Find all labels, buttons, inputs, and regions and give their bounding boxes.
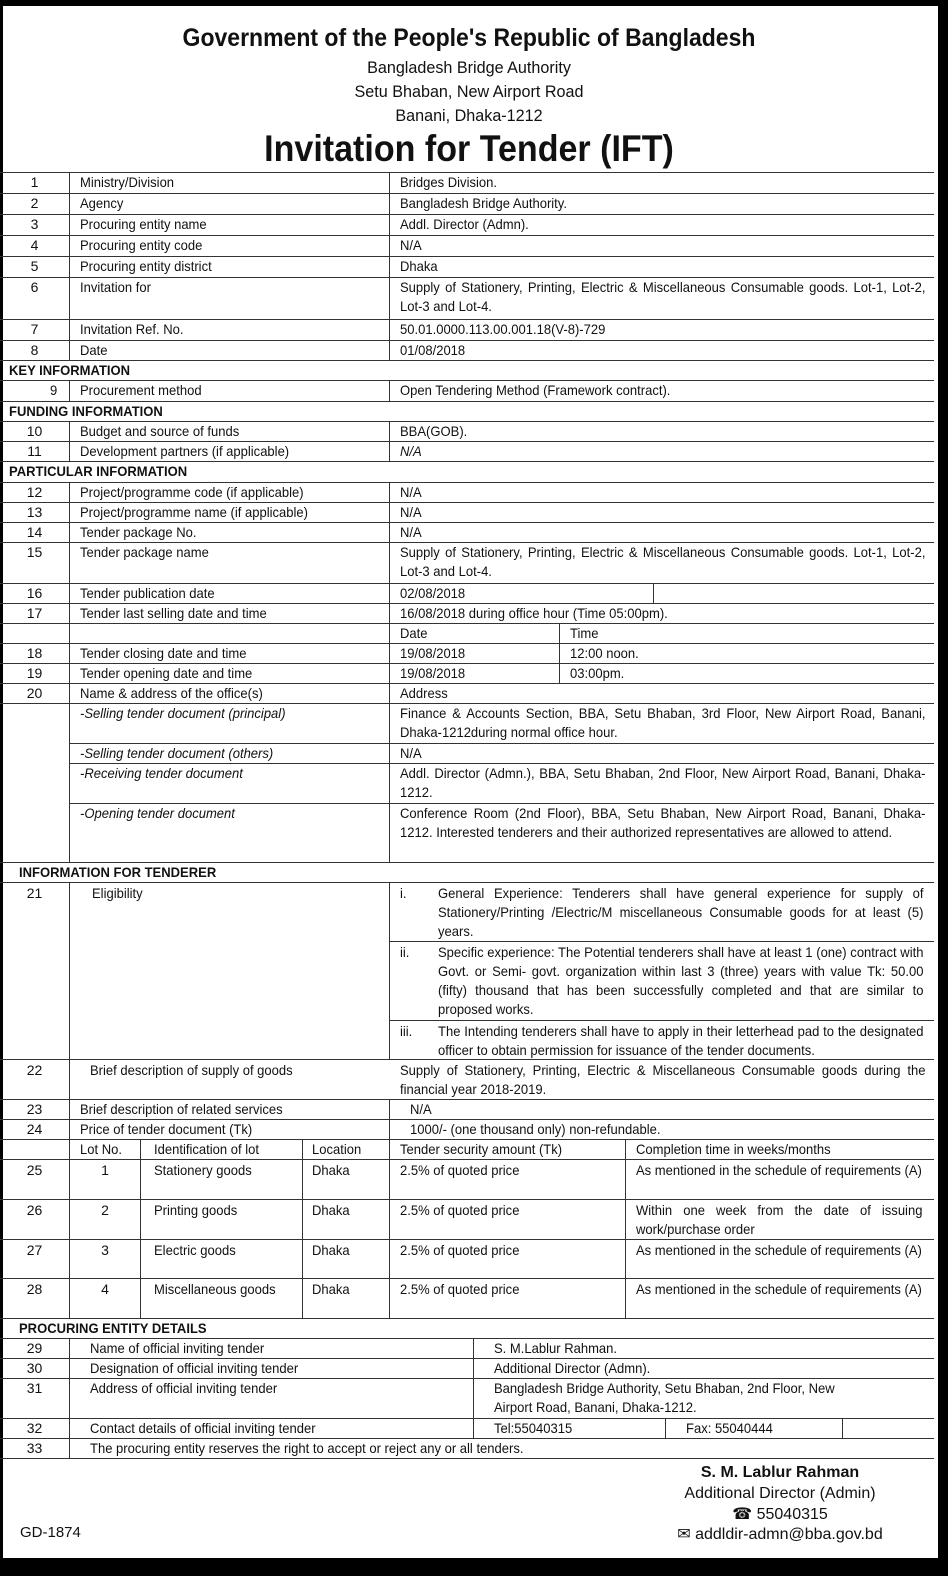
list-marker: iii. xyxy=(400,1023,413,1039)
row-value: Addl. Director (Admn). xyxy=(400,216,529,232)
row-label: Budget and source of funds xyxy=(80,423,240,439)
row-value: 50.01.0000.113.00.001.18(V-8)-729 xyxy=(400,321,606,337)
row-label: Tender package No. xyxy=(80,524,197,540)
lot-location: Dhaka xyxy=(312,1202,350,1218)
row-number: 12 xyxy=(26,484,43,500)
eligibility-item: Specific experience: The Potential tenderers shall have at least 1 (one) contract with Govt. or Semi- govt. organization within last 3 (three) years with value Tk: 50.00 (fifty) thousand that has been successfully completed and that are similar to proposed works. xyxy=(438,944,924,1017)
row-value: Bangladesh Bridge Authority. xyxy=(400,195,567,211)
row-number: 19 xyxy=(26,665,43,681)
row-number: 26 xyxy=(26,1202,43,1218)
lot-completion: Within one week from the date of issuing work/purchase order xyxy=(636,1202,923,1237)
row-number: 8 xyxy=(30,342,39,358)
row-number: 16 xyxy=(26,585,43,601)
lot-identification: Printing goods xyxy=(154,1202,238,1218)
row-label: Invitation Ref. No. xyxy=(80,321,184,337)
opening-time: 03:00pm. xyxy=(570,665,625,681)
section-heading: INFORMATION FOR TENDERER xyxy=(19,864,217,880)
row-number: 11 xyxy=(27,443,42,459)
phone-number: 55040315 xyxy=(756,1506,828,1523)
eligibility-item: General Experience: Tenderers shall have general experience for supply of Stationery/Printing /Electric/M miscellaneous Consumable goods for at least (5) years. xyxy=(438,885,924,939)
list-marker: i. xyxy=(400,885,407,901)
lot-completion: As mentioned in the schedule of requirements (A) xyxy=(636,1281,922,1297)
lot-location: Dhaka xyxy=(312,1162,350,1178)
lot-no-header: Lot No. xyxy=(80,1141,122,1157)
office-value: Finance & Accounts Section, BBA, Setu Bhaban, 3rd Floor, New Airport Road, Banani, Dhaka-1212during normal office hour. xyxy=(400,705,926,740)
row-label: Tender publication date xyxy=(80,585,215,601)
row-number: 33 xyxy=(26,1440,43,1456)
row-number: 2 xyxy=(30,195,39,211)
closing-time: 12:00 noon. xyxy=(570,645,639,661)
row-value: Additional Director (Admn). xyxy=(494,1360,651,1376)
date-column-header: Date xyxy=(400,625,428,641)
row-value: N/A xyxy=(400,484,422,500)
signatory-designation: Additional Director (Admin) xyxy=(684,1485,876,1502)
row-number: 30 xyxy=(26,1360,43,1376)
row-number: 21 xyxy=(26,885,43,901)
lot-security: 2.5% of quoted price xyxy=(400,1202,520,1218)
lot-location: Dhaka xyxy=(312,1242,350,1258)
row-number: 24 xyxy=(26,1121,43,1137)
lot-number: 3 xyxy=(101,1242,109,1258)
lot-security: 2.5% of quoted price xyxy=(400,1281,520,1297)
lot-number: 1 xyxy=(101,1162,109,1178)
row-number: 32 xyxy=(26,1420,43,1436)
row-value: Open Tendering Method (Framework contract). xyxy=(400,382,671,398)
row-label: Procuring entity name xyxy=(80,216,207,232)
row-label: Tender package name xyxy=(80,544,209,560)
gd-number: GD-1874 xyxy=(20,1524,81,1541)
row-value: Bangladesh Bridge Authority, Setu Bhaban, 2nd Floor, New Airport Road, Banani, Dhaka-1212. xyxy=(494,1380,835,1415)
section-heading: FUNDING INFORMATION xyxy=(9,403,163,419)
row-value: Bridges Division. xyxy=(400,174,497,190)
row-value: Supply of Stationery, Printing, Electric & Miscellaneous Consumable goods. Lot-1, Lot-2, Lot-3 and Lot-4. xyxy=(400,544,926,579)
row-label: Brief description of supply of goods xyxy=(90,1062,293,1078)
row-label: Procuring entity district xyxy=(80,258,212,274)
lot-identification: Stationery goods xyxy=(154,1162,252,1178)
eligibility-item: The Intending tenderers shall have to apply in their letterhead pad to the designated officer to obtain permission for issuance of the tender documents. xyxy=(438,1023,924,1058)
row-number: 23 xyxy=(26,1101,43,1117)
row-label: Contact details of official inviting tender xyxy=(90,1420,316,1436)
office-label: -Selling tender document (others) xyxy=(80,745,274,761)
office-label: -Receiving tender document xyxy=(80,765,243,781)
office-value: Conference Room (2nd Floor), BBA, Setu Bhaban, New Airport Road, Banani, Dhaka-1212. Interested tenderers and their authorized representatives are allowed to attend. xyxy=(400,805,926,840)
government-heading: Government of the People's Republic of Bangladesh xyxy=(182,24,756,52)
row-value: BBA(GOB). xyxy=(400,423,468,439)
lot-identification: Miscellaneous goods xyxy=(154,1281,276,1297)
office-value: N/A xyxy=(400,745,422,761)
lot-location-header: Location xyxy=(312,1141,362,1157)
row-label: Project/programme code (if applicable) xyxy=(80,484,304,500)
row-number: 14 xyxy=(26,524,43,540)
row-value: S. M.Lablur Rahman. xyxy=(494,1340,618,1356)
row-number: 15 xyxy=(26,544,43,560)
lot-number: 4 xyxy=(101,1281,109,1297)
closing-date: 19/08/2018 xyxy=(400,645,466,661)
lot-number: 2 xyxy=(101,1202,109,1218)
row-number: 25 xyxy=(26,1162,43,1178)
row-value: N/A xyxy=(410,1101,432,1117)
row-label: Procuring entity code xyxy=(80,237,203,253)
office-value: Addl. Director (Admn.), BBA, Setu Bhaban, 2nd Floor, New Airport Road, Banani, Dhaka-1212. xyxy=(400,765,926,800)
row-label: Address of official inviting tender xyxy=(90,1380,278,1396)
row-label: Tender closing date and time xyxy=(80,645,247,661)
contact-fax: Fax: 55040444 xyxy=(686,1420,773,1436)
authority-name: Bangladesh Bridge Authority xyxy=(367,58,571,77)
signatory-phone xyxy=(630,1504,930,1525)
row-value: Address xyxy=(400,685,448,701)
scan-border-top xyxy=(0,0,948,6)
signatory-name: S. M. Lablur Rahman xyxy=(700,1464,860,1481)
row-label: Development partners (if applicable) xyxy=(80,443,290,459)
row-value: Dhaka xyxy=(400,258,438,274)
lot-completion-header: Completion time in weeks/months xyxy=(636,1141,831,1157)
section-heading: PROCURING ENTITY DETAILS xyxy=(19,1320,207,1336)
email-address[interactable]: addldir-admn@bba.gov.bd xyxy=(695,1526,883,1543)
authority-address-line2: Banani, Dhaka-1212 xyxy=(395,106,543,125)
row-number: 3 xyxy=(30,216,39,232)
scan-border-bottom xyxy=(0,1558,948,1576)
section-heading: PARTICULAR INFORMATION xyxy=(9,463,188,479)
opening-date: 19/08/2018 xyxy=(400,665,466,681)
row-number: 20 xyxy=(26,685,43,701)
office-label: -Opening tender document xyxy=(80,805,235,821)
row-number: 7 xyxy=(30,321,39,337)
lot-completion: As mentioned in the schedule of requirements (A) xyxy=(636,1242,922,1258)
row-number: 28 xyxy=(26,1281,43,1297)
scan-border-right xyxy=(938,0,948,1576)
lot-security: 2.5% of quoted price xyxy=(400,1162,520,1178)
lot-location: Dhaka xyxy=(312,1281,350,1297)
row-label: Name & address of the office(s) xyxy=(80,685,263,701)
lot-completion: As mentioned in the schedule of requirements (A) xyxy=(636,1162,922,1178)
row-value: Supply of Stationery, Printing, Electric & Miscellaneous Consumable goods. Lot-1, Lot-2, Lot-3 and Lot-4. xyxy=(400,279,926,314)
row-label: Price of tender document (Tk) xyxy=(80,1121,253,1137)
row-label: Ministry/Division xyxy=(80,174,175,190)
row-number: 22 xyxy=(26,1062,43,1078)
envelope-icon: ✉ xyxy=(677,1526,691,1543)
row-number: 13 xyxy=(26,504,43,520)
row-value: 01/08/2018 xyxy=(400,342,466,358)
row-value: 16/08/2018 during office hour (Time 05:00pm). xyxy=(400,605,668,621)
row-number: 29 xyxy=(26,1340,43,1356)
contact-tel: Tel:55040315 xyxy=(494,1420,573,1436)
reservation-note: The procuring entity reserves the right to accept or reject any or all tenders. xyxy=(90,1440,524,1456)
row-label: Tender last selling date and time xyxy=(80,605,267,621)
row-number: 17 xyxy=(26,605,43,621)
lot-security-header: Tender security amount (Tk) xyxy=(400,1141,563,1157)
row-label: Project/programme name (if applicable) xyxy=(80,504,308,520)
row-label: Brief description of related services xyxy=(80,1101,283,1117)
row-number: 5 xyxy=(30,258,39,274)
list-marker: ii. xyxy=(400,944,410,960)
row-number: 27 xyxy=(26,1242,43,1258)
row-value: N/A xyxy=(400,504,422,520)
row-number: 4 xyxy=(30,237,39,253)
row-value: 1000/- (one thousand only) non-refundable. xyxy=(410,1121,661,1137)
row-label: Eligibility xyxy=(92,885,143,901)
section-heading: KEY INFORMATION xyxy=(9,362,131,378)
lot-identification: Electric goods xyxy=(154,1242,236,1258)
row-number: 10 xyxy=(26,423,43,439)
row-label: Tender opening date and time xyxy=(80,665,253,681)
row-value: N/A xyxy=(400,237,422,253)
office-label: -Selling tender document (principal) xyxy=(80,705,286,721)
telephone-icon: ☎ xyxy=(732,1506,753,1523)
row-number: 1 xyxy=(30,174,39,190)
row-label: Date xyxy=(80,342,108,358)
row-label: Agency xyxy=(80,195,124,211)
row-label: Name of official inviting tender xyxy=(90,1340,265,1356)
page-title: Invitation for Tender (IFT) xyxy=(264,128,674,169)
lot-security: 2.5% of quoted price xyxy=(400,1242,520,1258)
row-number: 18 xyxy=(26,645,43,661)
row-value: 02/08/2018 xyxy=(400,585,466,601)
row-label: Procurement method xyxy=(80,382,202,398)
time-column-header: Time xyxy=(570,625,599,641)
row-label: Designation of official inviting tender xyxy=(90,1360,299,1376)
row-value: N/A xyxy=(400,524,422,540)
signatory-email xyxy=(630,1524,930,1545)
lot-ident-header: Identification of lot xyxy=(154,1141,259,1157)
row-number: 6 xyxy=(30,279,39,295)
row-number: 9 xyxy=(50,382,58,398)
authority-address-line1: Setu Bhaban, New Airport Road xyxy=(354,82,584,101)
row-number: 31 xyxy=(26,1380,43,1396)
row-value: N/A xyxy=(400,443,422,459)
row-value: Supply of Stationery, Printing, Electric & Miscellaneous Consumable goods during the financial year 2018-2019. xyxy=(400,1062,926,1097)
row-label: Invitation for xyxy=(80,279,151,295)
